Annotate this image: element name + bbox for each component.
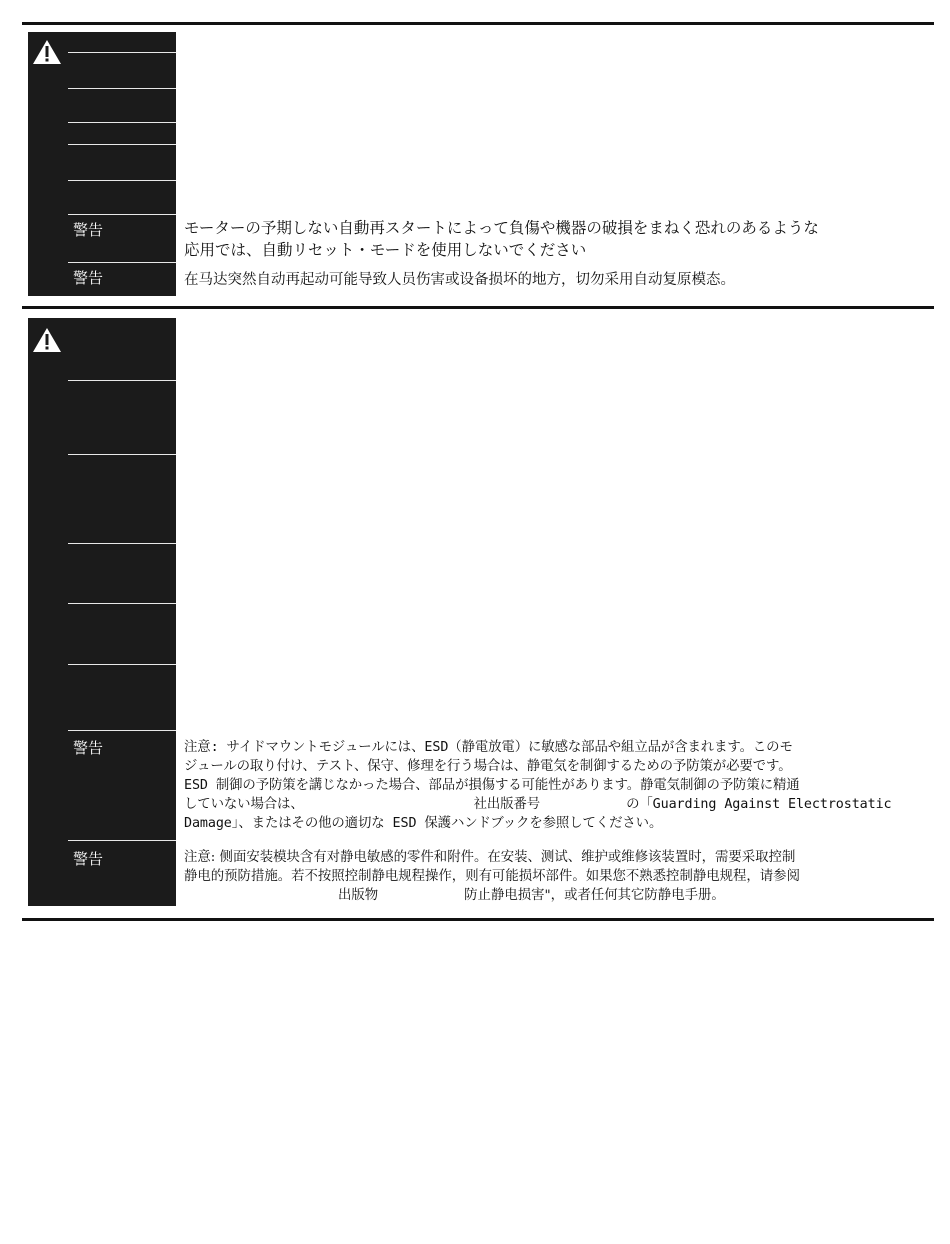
text-segment: の「Guarding Against Electrostatic <box>626 797 892 812</box>
divider <box>68 454 176 455</box>
warning-text-cn-esd <box>184 848 934 905</box>
divider <box>68 840 176 841</box>
text-line: ESD 制御の予防策を講じなかった場合、部品が損傷する可能性があります。静電気制御の予防策に精通 <box>184 778 800 793</box>
text-line: 注意: 侧面安装模块含有对静电敏感的零件和附件。在安装、测试、维护或维修该装置时，需要采取控制 <box>184 850 796 865</box>
warning-text-jp-esd <box>184 738 934 833</box>
divider <box>68 52 176 53</box>
divider <box>68 144 176 145</box>
text-line <box>184 795 934 814</box>
text-line: モーターの予期しない自動再スタートによって負傷や機器の破損をまねく恐れのあるような <box>184 219 819 237</box>
bottom-rule <box>22 918 934 921</box>
middle-rule <box>22 306 934 309</box>
divider <box>68 380 176 381</box>
text-line: 応用では、自動リセット・モードを使用しないでください <box>184 241 587 259</box>
divider <box>68 214 176 215</box>
divider <box>68 603 176 604</box>
warning-label: 警告 <box>73 739 104 757</box>
text-segment: していない場合は、 <box>184 797 304 812</box>
text-line: ジュールの取り付け、テスト、保守、修理を行う場合は、静電気を制御するための予防策が必要です。 <box>184 759 792 774</box>
text-line: 在马达突然自动再起动可能导致人员伤害或设备损坏的地方，切勿采用自动复原模态。 <box>184 272 735 288</box>
warning-section-2 <box>28 318 932 906</box>
warning-triangle-icon <box>32 38 62 66</box>
text-line: Damage」、またはその他の適切な ESD 保護ハンドブックを参照してください。 <box>184 816 663 831</box>
divider <box>68 543 176 544</box>
divider <box>68 730 176 731</box>
divider <box>68 122 176 123</box>
text-line <box>184 886 934 905</box>
divider <box>68 180 176 181</box>
warning-triangle-icon <box>32 326 62 354</box>
section-sidebar <box>28 32 176 296</box>
text-segment: 防止静电损害"，或者任何其它防静电手册。 <box>464 888 725 903</box>
top-rule <box>22 22 934 25</box>
warning-text-cn-auto-restart <box>184 270 934 290</box>
section-sidebar <box>28 318 176 906</box>
text-line: 注意: サイドマウントモジュールには、ESD（静電放電）に敏感な部品や組立品が含まれます。このモ <box>184 740 793 755</box>
text-line: 静电的预防措施。若不按照控制静电规程操作，则有可能损坏部件。如果您不熟悉控制静电规程，请参阅 <box>184 869 800 884</box>
divider <box>68 262 176 263</box>
text-segment: 出版物 <box>338 888 379 903</box>
warning-section-1 <box>28 32 932 296</box>
divider <box>68 664 176 665</box>
warning-label: 警告 <box>73 221 104 239</box>
warning-label: 警告 <box>73 269 104 287</box>
divider <box>68 88 176 89</box>
warning-text-jp-auto-restart <box>184 217 934 261</box>
warning-label: 警告 <box>73 850 104 868</box>
text-segment: 社出版番号 <box>473 797 541 812</box>
